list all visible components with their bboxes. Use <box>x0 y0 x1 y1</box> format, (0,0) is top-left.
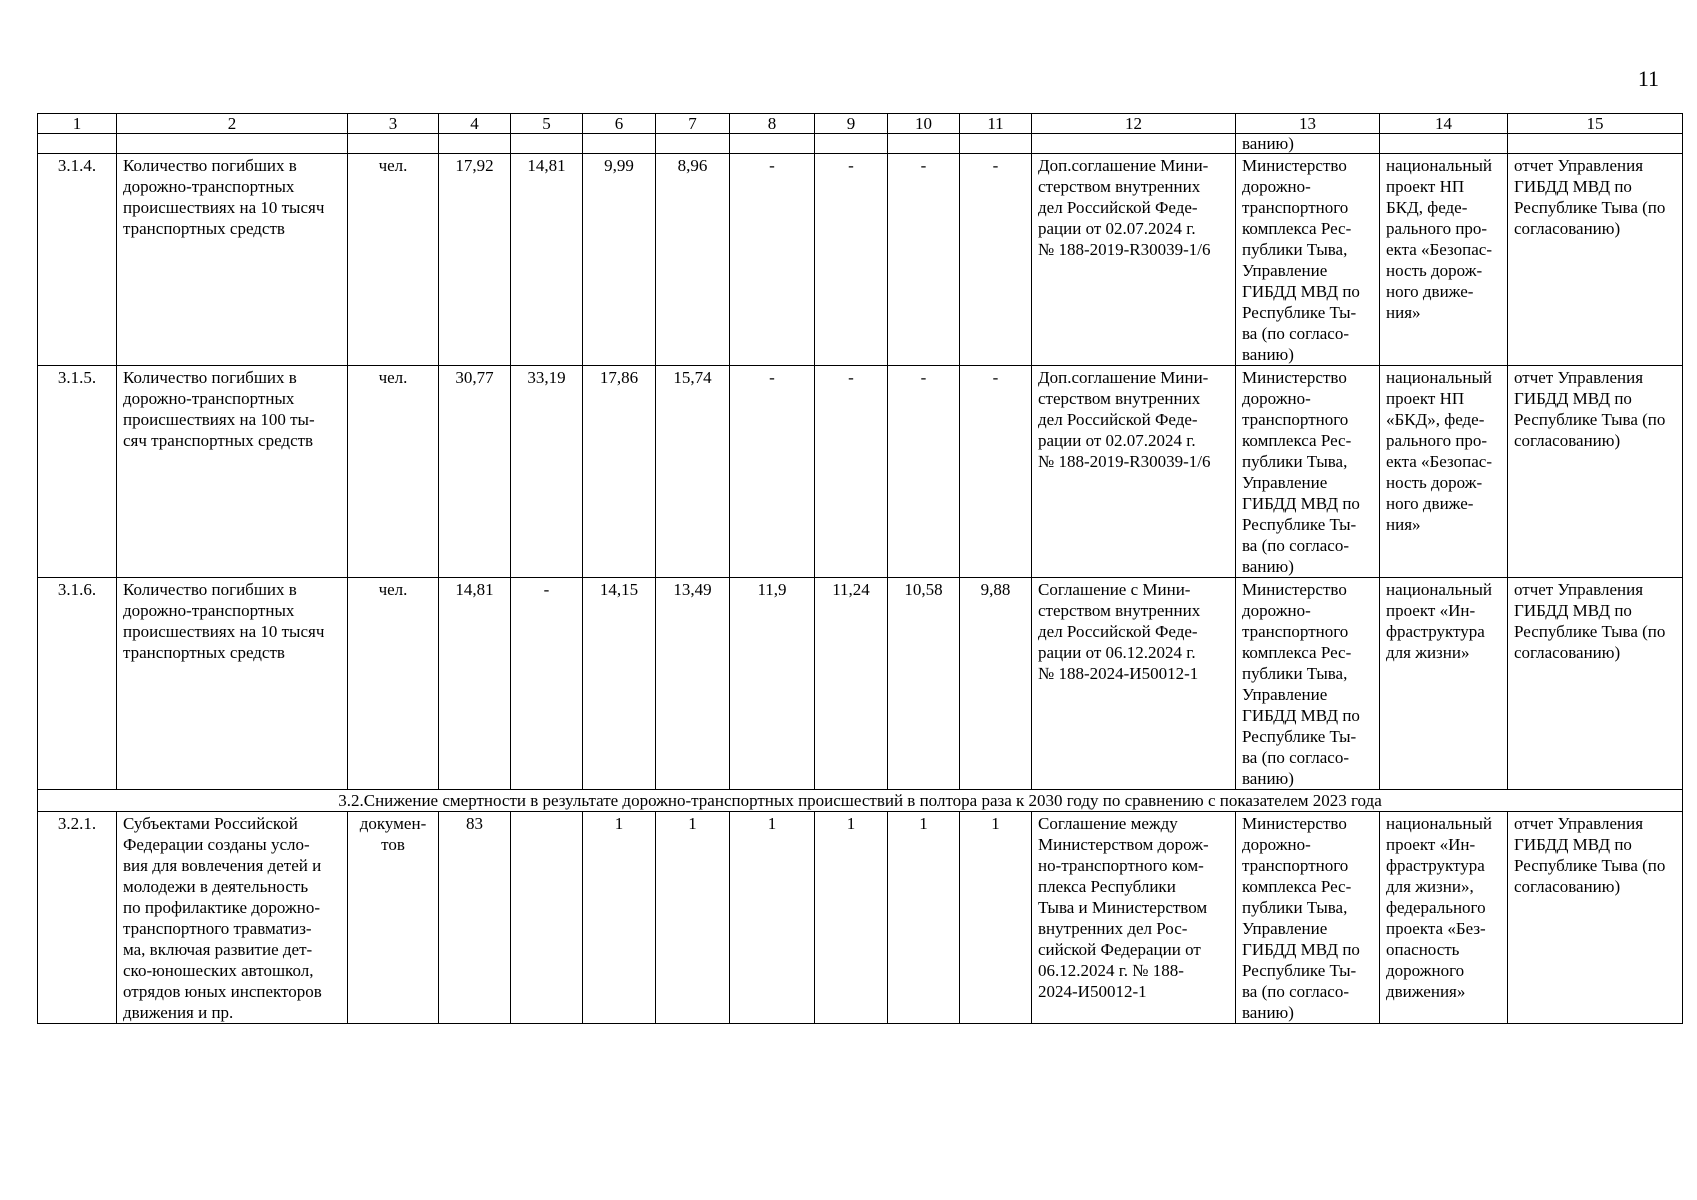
column-number-header <box>38 114 1683 134</box>
project-cell: национальный проект «Ин- фраструктура для жизни» <box>1380 578 1508 790</box>
value-cell: 83 <box>439 812 511 1024</box>
table-row <box>38 154 1683 366</box>
table-row <box>38 578 1683 790</box>
value-cell: 10,58 <box>888 578 960 790</box>
indicator-name: Субъектами Российской Федерации созданы усло- вия для вовлечения детей и молодежи в деятельность по профилактике дорожно- транспортного травматиз- ма, включая развитие дет- ско-юношеских автошкол, отрядов юных инспекторов движения и пр. <box>117 812 348 1024</box>
project-cell: национальный проект «Ин- фраструктура для жизни», федерального проекта «Без- опасность дорожного движения» <box>1380 812 1508 1024</box>
source-cell: отчет Управления ГИБДД МВД по Республике Тыва (по согласованию) <box>1508 812 1683 1024</box>
row-code: 3.2.1. <box>38 812 117 1024</box>
value-cell: - <box>888 366 960 578</box>
value-cell <box>511 812 583 1024</box>
value-cell: 11,24 <box>815 578 888 790</box>
header-cell: 1 <box>38 114 117 134</box>
value-cell: - <box>730 366 815 578</box>
value-cell: 9,88 <box>960 578 1032 790</box>
indicators-table <box>37 113 1683 1024</box>
value-cell: 1 <box>583 812 656 1024</box>
value-cell: 17,86 <box>583 366 656 578</box>
source-cell: отчет Управления ГИБДД МВД по Республике Тыва (по согласованию) <box>1508 366 1683 578</box>
document-cell: Соглашение между Министерством дорож- но-транспортного ком- плекса Республики Тыва и Министерством внутренних дел Рос- сийской Федерации от 06.12.2024 г. № 188- 2024-И50012-1 <box>1032 812 1236 1024</box>
header-cell: 5 <box>511 114 583 134</box>
value-cell: 1 <box>960 812 1032 1024</box>
value-cell: - <box>815 366 888 578</box>
value-cell: - <box>888 154 960 366</box>
value-cell: 9,99 <box>583 154 656 366</box>
document-cell: Доп.соглашение Мини- стерством внутренних дел Российской Феде- рации от 02.07.2024 г. № 188-2019-R30039-1/6 <box>1032 154 1236 366</box>
header-cell: 13 <box>1236 114 1380 134</box>
value-cell: 13,49 <box>656 578 730 790</box>
section-row <box>38 790 1683 812</box>
header-cell: 10 <box>888 114 960 134</box>
header-cell: 8 <box>730 114 815 134</box>
page-number: 11 <box>1637 66 1659 91</box>
row-code: 3.1.5. <box>38 366 117 578</box>
carry-over-text: ванию) <box>1236 134 1380 154</box>
value-cell: 33,19 <box>511 366 583 578</box>
value-cell: - <box>730 154 815 366</box>
value-cell: 14,15 <box>583 578 656 790</box>
unit-cell: чел. <box>348 366 439 578</box>
row-code: 3.1.4. <box>38 154 117 366</box>
section-title: 3.2.Снижение смертности в результате дорожно-транспортных происшествий в полтора раза к 2030 году по сравнению с показателем 2023 года <box>38 790 1683 812</box>
responsible-cell: Министерство дорожно- транспортного комплекса Рес- публики Тыва, Управление ГИБДД МВД по Республике Ты- ва (по согласо- ванию) <box>1236 366 1380 578</box>
value-cell: 15,74 <box>656 366 730 578</box>
unit-cell: чел. <box>348 578 439 790</box>
value-cell: - <box>815 154 888 366</box>
responsible-cell: Министерство дорожно- транспортного комплекса Рес- публики Тыва, Управление ГИБДД МВД по Республике Ты- ва (по согласо- ванию) <box>1236 154 1380 366</box>
carry-over-row <box>38 134 1683 154</box>
value-cell: - <box>511 578 583 790</box>
value-cell: 30,77 <box>439 366 511 578</box>
header-cell: 3 <box>348 114 439 134</box>
unit-cell: чел. <box>348 154 439 366</box>
indicator-name: Количество погибших в дорожно-транспортных происшествиях на 100 ты- сяч транспортных средств <box>117 366 348 578</box>
value-cell: 8,96 <box>656 154 730 366</box>
unit-cell: докумен- тов <box>348 812 439 1024</box>
value-cell: 1 <box>730 812 815 1024</box>
responsible-cell: Министерство дорожно- транспортного комплекса Рес- публики Тыва, Управление ГИБДД МВД по Республике Ты- ва (по согласо- ванию) <box>1236 812 1380 1024</box>
responsible-cell: Министерство дорожно- транспортного комплекса Рес- публики Тыва, Управление ГИБДД МВД по Республике Ты- ва (по согласо- ванию) <box>1236 578 1380 790</box>
value-cell: 14,81 <box>511 154 583 366</box>
header-cell: 15 <box>1508 114 1683 134</box>
source-cell: отчет Управления ГИБДД МВД по Республике Тыва (по согласованию) <box>1508 578 1683 790</box>
document-cell: Доп.соглашение Мини- стерством внутренних дел Российской Феде- рации от 02.07.2024 г. № 188-2019-R30039-1/6 <box>1032 366 1236 578</box>
indicator-name: Количество погибших в дорожно-транспортных происшествиях на 10 тысяч транспортных средств <box>117 154 348 366</box>
header-cell: 12 <box>1032 114 1236 134</box>
header-cell: 4 <box>439 114 511 134</box>
value-cell: 17,92 <box>439 154 511 366</box>
table-row <box>38 366 1683 578</box>
header-cell: 11 <box>960 114 1032 134</box>
document-cell: Соглашение с Мини- стерством внутренних дел Российской Феде- рации от 06.12.2024 г. № 188-2024-И50012-1 <box>1032 578 1236 790</box>
value-cell: - <box>960 366 1032 578</box>
project-cell: национальный проект НП «БКД», феде- рального про- екта «Безопас- ность дорож- ного движе- ния» <box>1380 366 1508 578</box>
value-cell: - <box>960 154 1032 366</box>
value-cell: 1 <box>656 812 730 1024</box>
header-cell: 9 <box>815 114 888 134</box>
project-cell: национальный проект НП БКД, феде- рального про- екта «Безопас- ность дорож- ного движе- ния» <box>1380 154 1508 366</box>
header-cell: 6 <box>583 114 656 134</box>
header-cell: 14 <box>1380 114 1508 134</box>
value-cell: 1 <box>888 812 960 1024</box>
row-code: 3.1.6. <box>38 578 117 790</box>
source-cell: отчет Управления ГИБДД МВД по Республике Тыва (по согласованию) <box>1508 154 1683 366</box>
value-cell: 14,81 <box>439 578 511 790</box>
header-cell: 7 <box>656 114 730 134</box>
header-cell: 2 <box>117 114 348 134</box>
indicator-name: Количество погибших в дорожно-транспортных происшествиях на 10 тысяч транспортных средств <box>117 578 348 790</box>
table-row <box>38 812 1683 1024</box>
value-cell: 1 <box>815 812 888 1024</box>
value-cell: 11,9 <box>730 578 815 790</box>
